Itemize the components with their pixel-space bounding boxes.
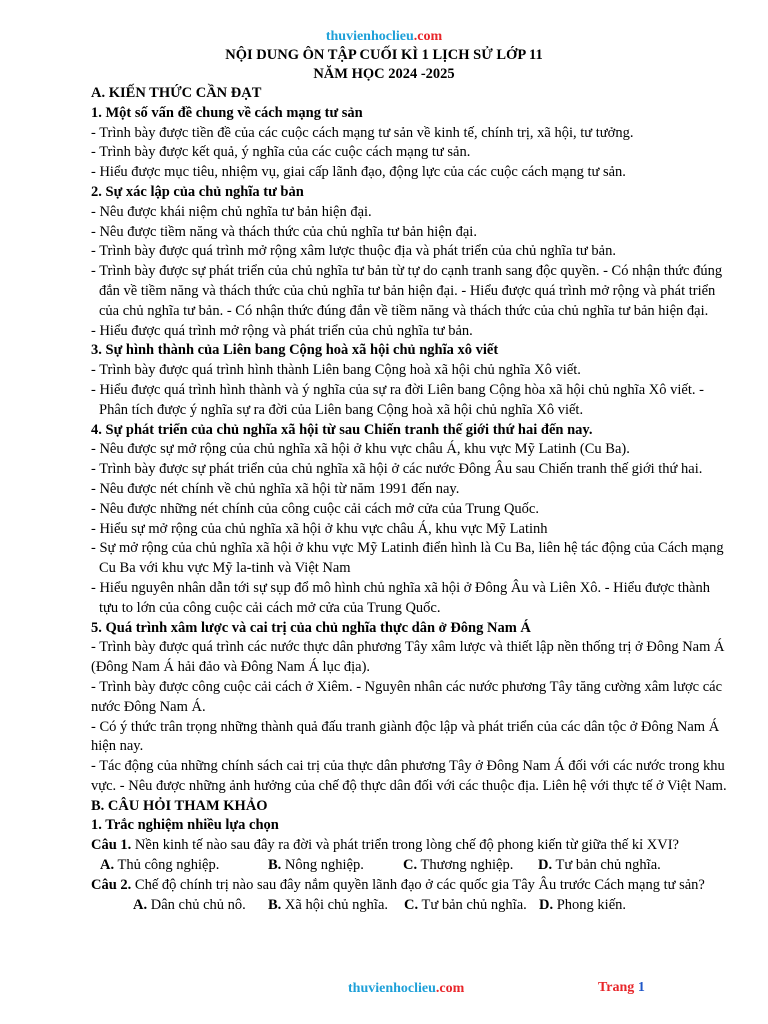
part-heading: 2. Sự xác lập của chủ nghĩa tư bản xyxy=(91,183,304,200)
question-label: Câu 1. xyxy=(91,837,132,854)
site-name: thuvienhoclieu xyxy=(325,29,414,44)
footer-site-link[interactable] xyxy=(348,980,464,998)
section-b-subheading: 1. Trắc nghiệm nhiều lựa chọn xyxy=(91,817,279,834)
list-item: - Nêu được tiềm năng và thách thức của chủ nghĩa tư bản hiện đại. xyxy=(91,223,477,240)
list-item: - Hiểu được quá trình mở rộng và phát triển của chủ nghĩa tư bản. xyxy=(91,322,473,339)
list-item: - Hiểu sự mở rộng của chủ nghĩa xã hội ở khu vực châu Á, khu vực Mỹ Latinh xyxy=(91,520,548,537)
doc-body xyxy=(91,84,731,915)
site-name: thuvienhoclieu xyxy=(348,981,436,996)
option-d: D. Tư bản chủ nghĩa. xyxy=(538,857,661,874)
section-a-heading: A. KIẾN THỨC CẦN ĐẠT xyxy=(91,85,262,101)
option-d: D. Phong kiến. xyxy=(539,896,627,913)
page-footer xyxy=(0,980,768,1000)
part-heading: 3. Sự hình thành của Liên bang Cộng hoà xã hội chủ nghĩa xô viết xyxy=(91,342,499,359)
option-a: A. Thủ công nghiệp. xyxy=(100,857,220,874)
list-item: - Trình bày được sự phát triển của chủ nghĩa tư bản từ tự do cạnh tranh sang độc quyền. - Có nhận thức đúng đắn về tiềm năng và thách thức của chủ nghĩa tư bản hiện đại. - Hiểu được quá trình mở rộng và phát triển của chủ nghĩa tư bản. - Có nhận thức đúng đắn về tiềm năng và thách thức của chủ nghĩa tư bản hiện đại. xyxy=(91,263,723,319)
question-1 xyxy=(91,836,731,876)
list-item: - Trình bày được quá trình các nước thực dân phương Tây xâm lược và thiết lập nền thống trị ở Đông Nam Á (Đông Nam Á hải đảo và Đông Nam Á lục địa). xyxy=(91,639,725,676)
list-item: - Nêu được sự mở rộng của chủ nghĩa xã hội ở khu vực châu Á, khu vực Mỹ Latinh (Cu Ba). xyxy=(91,441,630,458)
list-item: - Nêu được nét chính về chủ nghĩa xã hội từ năm 1991 đến nay. xyxy=(91,480,460,497)
part-heading: 5. Quá trình xâm lược và cai trị của chủ nghĩa thực dân ở Đông Nam Á xyxy=(91,619,531,636)
list-item: - Tác động của những chính sách cai trị của thực dân phương Tây ở Đông Nam Á đối với các nước trong khu vực. - Nêu được những ảnh hưởng của chế độ thực dân đối với các thuộc địa. Liên hệ với thực tế ở Việt Nam. xyxy=(91,758,727,794)
list-item: - Có ý thức trân trọng những thành quả đấu tranh giành độc lập và phát triển của các dân tộc ở Đông Nam Á hiện nay. xyxy=(91,718,720,755)
option-b: B. Xã hội chủ nghĩa. xyxy=(268,896,389,913)
part-heading: 4. Sự phát triển của chủ nghĩa xã hội từ sau Chiến tranh thế giới thứ hai đến nay. xyxy=(91,421,593,438)
part-4 xyxy=(91,421,731,619)
list-item: - Hiểu được mục tiêu, nhiệm vụ, giai cấp lãnh đạo, động lực của các cuộc cách mạng tư sản. xyxy=(91,164,626,181)
site-domain: .com xyxy=(413,29,443,44)
list-item: - Trình bày được tiền đề của các cuộc cách mạng tư sản về kinh tế, chính trị, xã hội, tư tưởng. xyxy=(91,124,634,141)
question-text: Chế độ chính trị nào sau đây nắm quyền lãnh đạo ở các quốc gia Tây Âu trước Cách mạng tư sản? xyxy=(131,876,705,893)
list-item: - Trình bày được công cuộc cải cách ở Xiêm. - Nguyên nhân các nước phương Tây tăng cường xâm lược các nước Đông Nam Á. xyxy=(91,678,723,715)
part-1 xyxy=(91,104,731,183)
question-label: Câu 2. xyxy=(91,876,132,893)
part-3 xyxy=(91,341,731,420)
list-item: - Nêu được khái niệm chủ nghĩa tư bản hiện đại. xyxy=(91,203,372,220)
list-item: - Trình bày được kết quả, ý nghĩa của các cuộc cách mạng tư sản. xyxy=(91,144,471,161)
list-item: - Sự mở rộng của chủ nghĩa xã hội ở khu vực Mỹ Latinh điển hình là Cu Ba, liên hệ tác động của Cách mạng Cu Ba với khu vực Mỹ la-tinh và Việt Nam xyxy=(91,540,724,577)
list-item: - Trình bày được quá trình hình thành Liên bang Cộng hoà xã hội chủ nghĩa Xô viết. xyxy=(91,362,581,379)
question-text: Nền kinh tế nào sau đây ra đời và phát triển trong lòng chế độ phong kiến từ giữa thế kỉ XVI? xyxy=(131,837,679,854)
answer-options xyxy=(91,896,731,916)
answer-options xyxy=(91,856,731,876)
doc-title: NỘI DUNG ÔN TẬP CUỐI KÌ 1 LỊCH SỬ LỚP 11 xyxy=(225,47,543,63)
list-item: - Hiểu được quá trình hình thành và ý nghĩa của sự ra đời Liên bang Cộng hòa xã hội chủ nghĩa Xô viết. - Phân tích được ý nghĩa sự ra đời của Liên bang Cộng hoà xã hội chủ nghĩa Xô viết. xyxy=(91,381,704,418)
option-c: C. Tư bản chủ nghĩa. xyxy=(404,896,527,913)
part-2 xyxy=(91,183,731,341)
option-b: B. Nông nghiệp. xyxy=(268,857,364,874)
site-logo-text[interactable] xyxy=(0,28,768,46)
part-heading: 1. Một số vấn đề chung về cách mạng tư sản xyxy=(91,104,363,121)
doc-year: NĂM HỌC 2024 -2025 xyxy=(313,66,455,82)
list-item: - Hiểu nguyên nhân dẫn tới sự sụp đổ mô hình chủ nghĩa xã hội ở Đông Âu và Liên Xô. - Hiểu được thành tựu to lớn của công cuộc cải cách mở cửa của Trung Quốc. xyxy=(91,579,711,616)
option-a: A. Dân chủ chủ nô. xyxy=(133,896,246,913)
part-5 xyxy=(91,619,731,797)
option-c: C. Thương nghiệp. xyxy=(403,857,514,874)
list-item: - Trình bày được quá trình mở rộng xâm lược thuộc địa và phát triển của chủ nghĩa tư bản. xyxy=(91,243,616,260)
question-2 xyxy=(91,876,731,916)
site-domain: .com xyxy=(435,981,465,996)
list-item: - Trình bày được sự phát triển của chủ nghĩa xã hội ở các nước Đông Âu sau Chiến tranh thế giới thứ hai. xyxy=(91,461,703,478)
section-b-heading: B. CÂU HỎI THAM KHẢO xyxy=(91,797,268,814)
page-number: Trang 1 xyxy=(598,980,645,995)
page-header xyxy=(0,28,768,84)
list-item: - Nêu được những nét chính của công cuộc cải cách mở cửa của Trung Quốc. xyxy=(91,500,539,517)
